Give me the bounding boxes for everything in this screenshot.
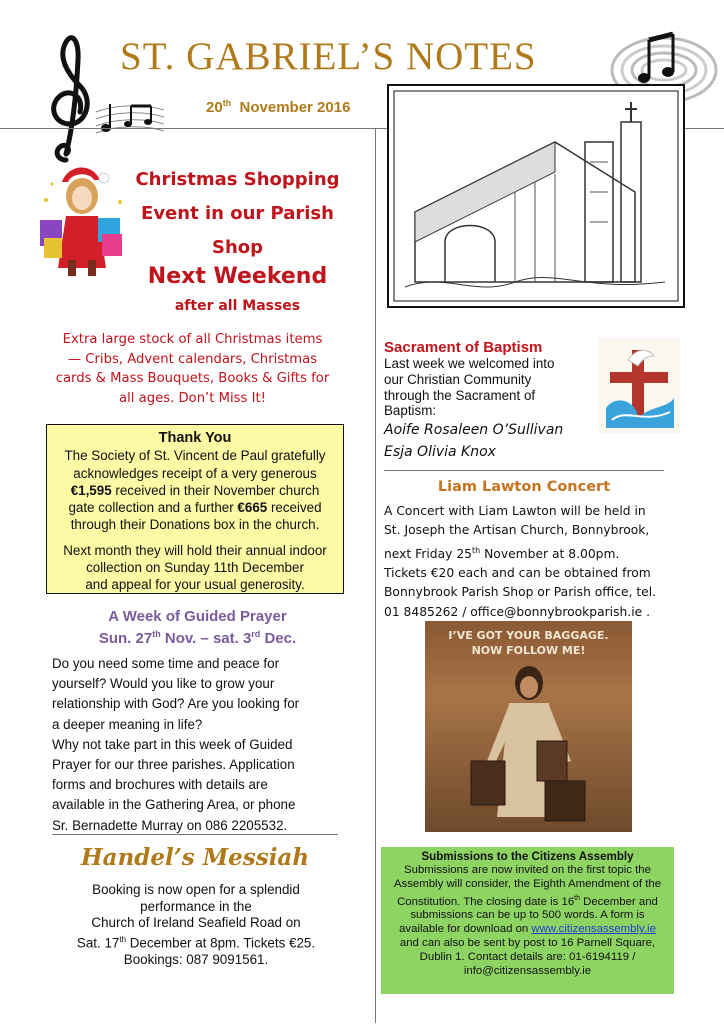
thank-you-heading: Thank You	[158, 430, 232, 446]
thank-you-line: acknowledges receipt of a very generous	[73, 465, 317, 481]
citizens-line: and can also be sent by post to 16 Parnell Square,	[399, 937, 656, 950]
thank-you-line: collection on Sunday 11th December	[86, 560, 304, 576]
christmas-shopper-illustration	[32, 160, 132, 280]
thank-you-line: The Society of St. Vincent de Paul gratefully	[64, 448, 326, 464]
thank-you-line: Next month they will hold their annual indoor	[63, 542, 327, 558]
baptism-cross-dove-icon	[598, 338, 680, 433]
citizens-line: Assembly will consider, the Eighth Amendment of the	[393, 877, 662, 890]
section-divider	[384, 470, 664, 471]
liam-lawton-concert-heading: Liam Lawton Concert	[437, 479, 611, 495]
poster-text: I’VE GOT YOUR BAGGAGE.	[448, 629, 609, 642]
thank-you-box	[46, 424, 344, 594]
issue-date: 20th November 2016	[206, 98, 351, 116]
baptism-name: Esja Olivia Knox	[384, 444, 496, 460]
guided-prayer-heading: A Week of Guided Prayer	[108, 608, 287, 625]
christmas-shopping-heading: Christmas Shopping Event in our Parish Shop	[135, 169, 340, 258]
christmas-event-body: Extra large stock of all Christmas items — Cribs, Advent calendars, Christmas cards & Mass Bouquets, Books & Gifts for all ages. Don’t Miss It!	[55, 332, 330, 406]
citizens-line: available for download on www.citizensassembly.ie	[399, 923, 656, 936]
citizens-line: Submissions are now invited on the first topic the	[404, 863, 651, 876]
section-divider	[52, 834, 338, 835]
citizens-line: submissions can be up to 500 words. A form is	[410, 909, 645, 922]
liam-lawton-concert-body: A Concert with Liam Lawton will be held in St. Joseph the Artisan Church, Bonnybrook, next Friday 25th November at 8.00pm. Tickets €20 each and can be obtained from Bonnybrook Parish Shop or Parish office, tel. 01 8485262 / office@bonnybrookparish.ie .	[384, 504, 657, 619]
citizens-assembly-box	[381, 847, 674, 994]
guided-prayer-dates: Sun. 27th Nov. – sat. 3rd Dec.	[98, 629, 297, 647]
citizens-assembly-link[interactable]: www.citizensassembly.ie	[531, 923, 656, 936]
handels-messiah-body: Booking is now open for a splendid performance in the Church of Ireland Seafield Road on Sat. 17th December at 8pm. Tickets €25. Bookings: 087 9091561.	[76, 882, 316, 968]
church-drawing	[385, 82, 687, 310]
guided-prayer-body: Do you need some time and peace for yourself? Would you like to grow your relationship with God? Are you looking for a deeper meaning in life? Why not take part in this week of Guided Prayer for our three parishes. Application forms and brochures with details are available in the Gathering Area, or phone Sr. Bernadette Murray on 086 2205532.	[52, 656, 300, 833]
baptism-heading: Sacrament of Baptism	[384, 339, 543, 356]
next-weekend-heading: Next Weekend	[147, 264, 328, 289]
citizens-line: Dublin 1. Contact details are: 01-6194119 /	[419, 951, 636, 964]
figure-with-suitcases-illustration	[425, 621, 632, 832]
newsletter-title: ST. GABRIEL’S NOTES	[120, 35, 537, 78]
thank-you-line: and appeal for your usual generosity.	[85, 577, 305, 593]
thank-you-line: €1,595 received in their November church	[70, 482, 320, 498]
handels-messiah-heading: Handel’s Messiah	[80, 844, 310, 871]
baptism-body: Last week we welcomed into our Christian Community through the Sacrament of Baptism:	[384, 356, 555, 419]
citizens-line: info@citizensassembly.ie	[463, 965, 592, 978]
poster-text: NOW FOLLOW ME!	[471, 644, 586, 657]
citizens-line: Constitution. The closing date is 16th December and	[397, 894, 658, 908]
thank-you-line: gate collection and a further €665 received	[68, 500, 322, 516]
column-divider	[375, 128, 376, 1023]
baggage-poster	[425, 621, 632, 832]
thank-you-line: through their Donations box in the church.	[70, 517, 320, 533]
baptism-name: Aoife Rosaleen O’Sullivan	[384, 422, 564, 438]
after-masses-subheading: after all Masses	[174, 298, 301, 314]
citizens-assembly-heading: Submissions to the Citizens Assembly	[421, 850, 634, 863]
